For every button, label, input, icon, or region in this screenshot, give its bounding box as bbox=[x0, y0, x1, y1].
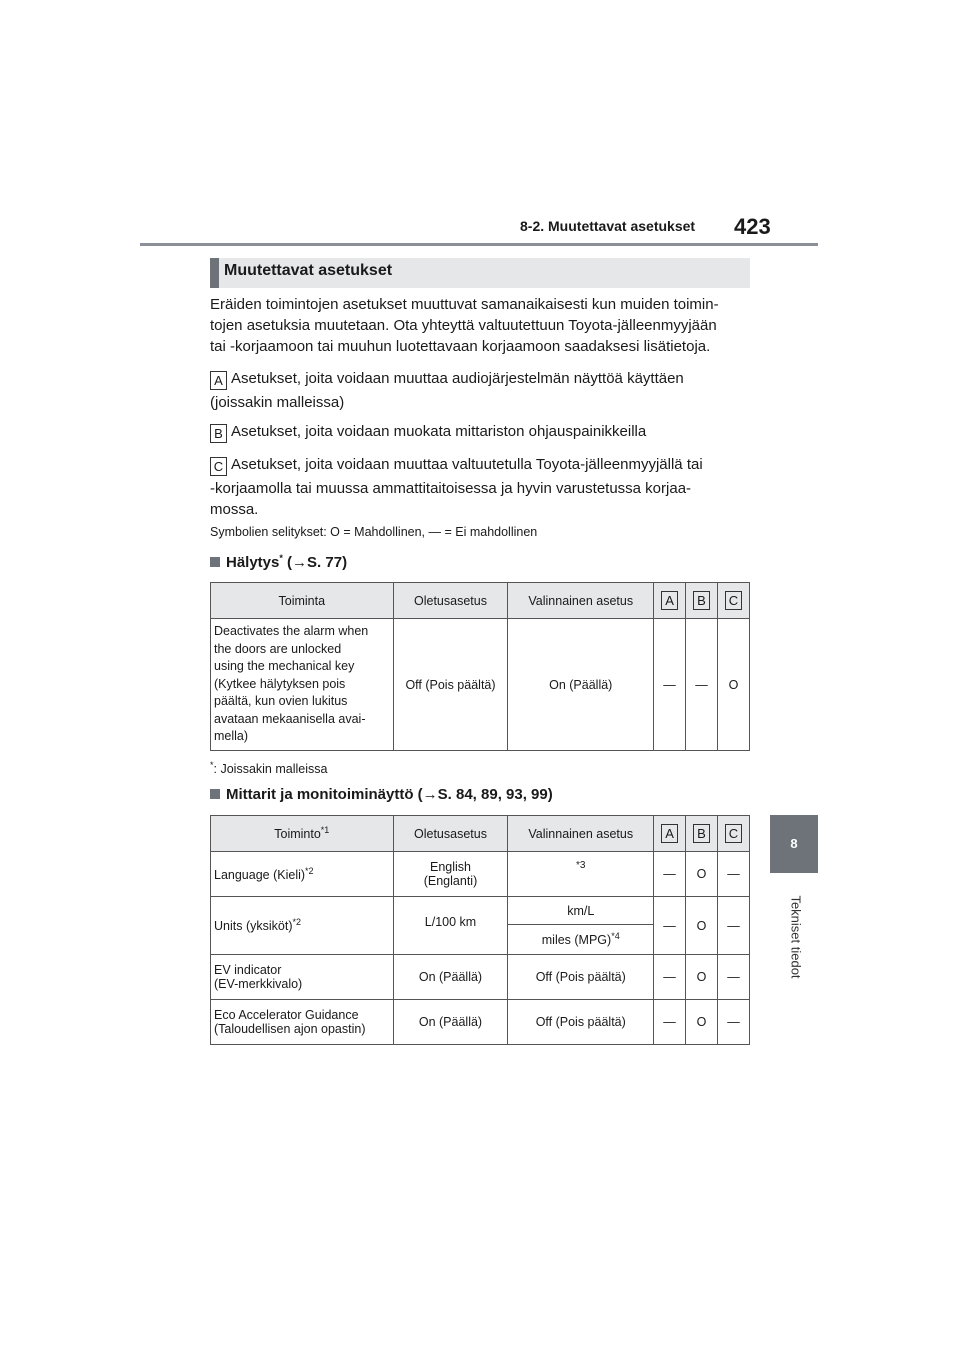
a-cell: — bbox=[654, 897, 686, 955]
default-cell: On (Päällä) bbox=[393, 955, 508, 1000]
function-cell bbox=[211, 897, 394, 955]
item-c-text-3: mossa. bbox=[210, 501, 259, 518]
function-line: (EV-merkkivalo) bbox=[214, 977, 303, 991]
item-a bbox=[210, 368, 755, 413]
chapter-label: Tekniset tiedot bbox=[788, 895, 804, 979]
function-text: Units (yksiköt) bbox=[214, 919, 293, 934]
col-header-function bbox=[211, 816, 394, 852]
function-line: (Kytkee hälytyksen pois bbox=[214, 676, 346, 691]
item-c-text: Asetukset, joita voidaan muuttaa valtuutetulla Toyota-jälleenmyyjällä tai bbox=[231, 456, 703, 473]
default-line: (Englanti) bbox=[423, 874, 478, 888]
c-icon: C bbox=[725, 591, 742, 610]
function-line: päältä, kun ovien lukitus bbox=[214, 694, 348, 709]
table-header-row bbox=[211, 583, 750, 619]
b-icon: B bbox=[693, 591, 710, 610]
symbol-legend: Symbolien selitykset: O = Mahdollinen, — = Ei mahdollinen bbox=[210, 525, 538, 539]
optional-cell bbox=[508, 925, 654, 955]
optional-cell: Off (Pois päältä) bbox=[508, 955, 654, 1000]
item-b-text: Asetukset, joita voidaan muokata mittariston ohjauspainikkeilla bbox=[231, 423, 647, 440]
table-row bbox=[211, 619, 750, 751]
function-line: Eco Accelerator Guidance bbox=[214, 1008, 359, 1022]
optional-text: miles (MPG) bbox=[541, 933, 612, 948]
col-header-c bbox=[717, 816, 749, 852]
col-header-default: Oletusasetus bbox=[393, 583, 508, 619]
table-header-row bbox=[211, 816, 750, 852]
footnote bbox=[210, 760, 327, 776]
footnote-marker: *2 bbox=[305, 865, 314, 876]
item-a-text: Asetukset, joita voidaan muuttaa audiojärjestelmän näyttöä käyttäen bbox=[231, 370, 684, 387]
function-line: mella) bbox=[214, 729, 249, 744]
function-line: EV indicator bbox=[214, 963, 282, 977]
b-cell: O bbox=[686, 897, 718, 955]
optional-cell: On (Päällä) bbox=[508, 619, 654, 751]
table-row bbox=[211, 1000, 750, 1045]
a-icon: A bbox=[661, 591, 678, 610]
b-icon: B bbox=[693, 824, 710, 843]
item-c bbox=[210, 454, 755, 520]
default-line: English bbox=[429, 860, 471, 874]
a-icon: A bbox=[210, 371, 227, 390]
c-cell: O bbox=[717, 619, 749, 751]
default-cell: L/100 km bbox=[393, 897, 508, 955]
subsection-alarm bbox=[210, 553, 347, 571]
function-line: (Taloudellisen ajon opastin) bbox=[214, 1022, 366, 1036]
b-cell: O bbox=[686, 1000, 718, 1045]
b-cell: O bbox=[686, 852, 718, 897]
intro-line: tojen asetuksia muutetaan. Ota yhteyttä valtuutettuun Toyota-jälleenmyyjään bbox=[210, 317, 717, 334]
function-cell bbox=[211, 852, 394, 897]
table-row bbox=[211, 852, 750, 897]
col-header-a bbox=[654, 583, 686, 619]
footnote-marker: *1 bbox=[320, 825, 330, 836]
c-cell: — bbox=[717, 852, 749, 897]
col-header-optional: Valinnainen asetus bbox=[508, 816, 654, 852]
alarm-settings-table bbox=[210, 582, 750, 751]
subsection-title: Hälytys bbox=[226, 554, 280, 571]
table-row bbox=[211, 897, 750, 925]
subsection-meters bbox=[210, 786, 553, 803]
function-line: using the mechanical key bbox=[214, 659, 355, 674]
a-cell: — bbox=[654, 852, 686, 897]
function-line: Deactivates the alarm when bbox=[214, 624, 369, 639]
default-cell bbox=[393, 852, 508, 897]
section-accent bbox=[210, 258, 219, 288]
item-a-text-2: (joissakin malleissa) bbox=[210, 394, 345, 411]
optional-cell: km/L bbox=[508, 897, 654, 925]
col-header-b bbox=[686, 583, 718, 619]
function-cell bbox=[211, 1000, 394, 1045]
chapter-tab: 8 bbox=[770, 815, 818, 873]
page-reference[interactable]: (→S. 77) bbox=[282, 554, 348, 571]
section-title: Muutettavat asetukset bbox=[224, 262, 393, 279]
b-cell: O bbox=[686, 955, 718, 1000]
b-icon: B bbox=[210, 424, 227, 443]
section-header: 8-2. Muutettavat asetukset bbox=[520, 218, 696, 234]
a-cell: — bbox=[654, 619, 686, 751]
bullet-square-icon bbox=[210, 789, 220, 799]
item-c-text-2: -korjaamolla tai muussa ammattitaitoisessa ja hyvin varustetussa korjaa- bbox=[210, 480, 692, 497]
optional-cell: Off (Pois päältä) bbox=[508, 1000, 654, 1045]
default-cell: On (Päällä) bbox=[393, 1000, 508, 1045]
a-cell: — bbox=[654, 1000, 686, 1045]
c-cell: — bbox=[717, 1000, 749, 1045]
b-cell: — bbox=[686, 619, 718, 751]
footnote-marker: *2 bbox=[292, 917, 301, 928]
intro-paragraph bbox=[210, 294, 755, 357]
col-header-function: Toiminta bbox=[211, 583, 394, 619]
a-cell: — bbox=[654, 955, 686, 1000]
c-icon: C bbox=[210, 457, 227, 476]
default-cell: Off (Pois päältä) bbox=[393, 619, 508, 751]
footnote-marker: *4 bbox=[611, 931, 620, 942]
a-icon: A bbox=[661, 824, 678, 843]
footnote-marker: * bbox=[210, 760, 214, 770]
page-number: 423 bbox=[734, 214, 771, 239]
meter-settings-table bbox=[210, 815, 750, 1045]
header-rule bbox=[140, 243, 818, 246]
table-row bbox=[211, 955, 750, 1000]
item-b bbox=[210, 421, 755, 443]
section-title-bar bbox=[210, 258, 750, 288]
function-cell bbox=[211, 619, 394, 751]
col-header-a bbox=[654, 816, 686, 852]
c-cell: — bbox=[717, 897, 749, 955]
chapter-label-container bbox=[786, 882, 806, 992]
function-text: Language (Kieli) bbox=[214, 868, 306, 883]
bullet-square-icon bbox=[210, 557, 220, 567]
subsection-title: Mittarit ja monitoiminäyttö bbox=[226, 786, 414, 803]
col-header-default: Oletusasetus bbox=[393, 816, 508, 852]
col-header-c bbox=[717, 583, 749, 619]
footnote-text: : Joissakin malleissa bbox=[213, 762, 328, 777]
c-icon: C bbox=[725, 824, 742, 843]
function-line: the doors are unlocked bbox=[214, 641, 342, 656]
intro-line: tai -korjaamoon tai muuhun luotettavaan korjaamoon saadaksesi lisätietoja. bbox=[210, 338, 711, 355]
intro-line: Eräiden toimintojen asetukset muuttuvat samanaikaisesti kun muiden toimin- bbox=[210, 296, 719, 313]
function-line: avataan mekaanisella avai- bbox=[214, 711, 366, 726]
page-reference[interactable]: (→S. 84, 89, 93, 99) bbox=[413, 786, 553, 803]
optional-cell: *3 bbox=[508, 852, 654, 897]
col-header-function-text: Toiminto bbox=[274, 827, 321, 842]
function-cell bbox=[211, 955, 394, 1000]
col-header-b bbox=[686, 816, 718, 852]
col-header-optional: Valinnainen asetus bbox=[508, 583, 654, 619]
c-cell: — bbox=[717, 955, 749, 1000]
footnote-marker: * bbox=[279, 553, 283, 563]
